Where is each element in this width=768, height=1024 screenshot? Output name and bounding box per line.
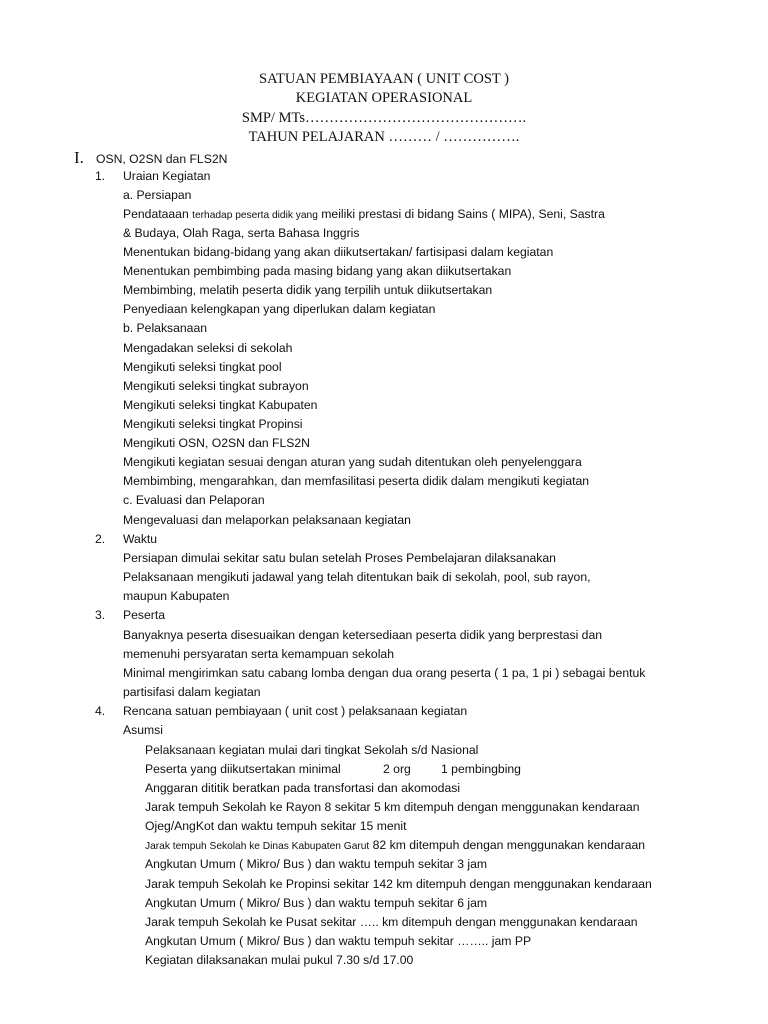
doc-title-line-2: KEGIATAN OPERASIONAL — [295, 90, 473, 106]
text-line: 1 pembingbing — [441, 762, 521, 776]
text-line: memenuhi persyaratan serta kemampuan sekolah — [123, 647, 394, 661]
text-line: Mengikuti OSN, O2SN dan FLS2N — [123, 436, 310, 450]
text-segment-small: Jarak tempuh Sekolah ke Dinas Kabupaten Garut — [145, 841, 370, 852]
text-line: Membimbing, melatih peserta didik yang terpilih untuk diikutsertakan — [123, 283, 493, 297]
text-line — [123, 206, 605, 224]
text-line: Pelaksanaan mengikuti jadawal yang telah ditentukan baik di sekolah, pool, sub rayon, — [123, 570, 591, 584]
text-line: Angkutan Umum ( Mikro/ Bus ) dan waktu tempuh sekitar …….. jam PP — [145, 934, 532, 948]
text-line: Mengikuti seleksi tingkat Kabupaten — [123, 398, 318, 412]
text-line: Angkutan Umum ( Mikro/ Bus ) dan waktu tempuh sekitar 3 jam — [145, 857, 488, 871]
doc-title-line-3: SMP/ MTs………………………………………. — [241, 110, 527, 126]
text-line: Membimbing, mengarahkan, dan memfasilitasi peserta didik dalam mengikuti kegiatan — [123, 474, 590, 488]
text-line — [145, 837, 645, 855]
text-line: Angkutan Umum ( Mikro/ Bus ) dan waktu tempuh sekitar 6 jam — [145, 896, 488, 910]
text-line: Pelaksanaan kegiatan mulai dari tingkat Sekolah s/d Nasional — [145, 743, 479, 757]
section-numeral: I. — [74, 148, 84, 167]
item-heading-peserta: Peserta — [123, 608, 166, 622]
text-line: Minimal mengirimkan satu cabang lomba dengan dua orang peserta ( 1 pa, 1 pi ) sebagai bentuk — [123, 666, 646, 680]
subheading-persiapan: a. Persiapan — [123, 188, 192, 202]
text-line: Mengadakan seleksi di sekolah — [123, 341, 293, 355]
item-number-4: 4. — [95, 704, 106, 718]
text-line: Mengevaluasi dan melaporkan pelaksanaan kegiatan — [123, 513, 411, 527]
text-line: Jarak tempuh Sekolah ke Propinsi sekitar 142 km ditempuh dengan menggunakan kendaraan — [145, 877, 652, 891]
text-segment: meiliki prestasi di bidang Sains ( MIPA), Seni, Sastra — [317, 207, 605, 221]
text-line: Mengikuti kegiatan sesuai dengan aturan yang sudah ditentukan oleh penyelenggara — [123, 455, 582, 469]
text-segment: Pendataaan — [123, 207, 193, 221]
item-heading-waktu: Waktu — [123, 532, 158, 546]
text-line: Kegiatan dilaksanakan mulai pukul 7.30 s/d 17.00 — [145, 953, 414, 967]
text-line: Ojeg/AngKot dan waktu tempuh sekitar 15 menit — [145, 819, 407, 833]
subheading-evaluasi: c. Evaluasi dan Pelaporan — [123, 493, 265, 507]
text-line: Menentukan bidang-bidang yang akan diikutsertakan/ fartisipasi dalam kegiatan — [123, 245, 554, 259]
text-line: & Budaya, Olah Raga, serta Bahasa Inggris — [123, 226, 360, 240]
item-number-2: 2. — [95, 532, 106, 546]
text-line: Peserta yang diikutsertakan minimal — [145, 762, 341, 776]
text-line: Menentukan pembimbing pada masing bidang yang akan diikutsertakan — [123, 264, 512, 278]
section-title: OSN, O2SN dan FLS2N — [96, 152, 228, 166]
subheading-asumsi: Asumsi — [123, 723, 163, 737]
text-line: Jarak tempuh Sekolah ke Pusat sekitar ….. km ditempuh dengan menggunakan kendaraan — [145, 915, 638, 929]
text-line: Jarak tempuh Sekolah ke Rayon 8 sekitar 5 km ditempuh dengan menggunakan kendaraan — [145, 800, 640, 814]
text-line: maupun Kabupaten — [123, 589, 230, 603]
item-number-1: 1. — [95, 169, 106, 183]
text-segment: 82 km ditempuh dengan menggunakan kendaraan — [369, 838, 646, 852]
text-segment-small: terhadap peserta didik yang — [192, 210, 318, 221]
text-line: Mengikuti seleksi tingkat Propinsi — [123, 417, 303, 431]
text-line: Penyediaan kelengkapan yang diperlukan dalam kegiatan — [123, 302, 436, 316]
text-line: Persiapan dimulai sekitar satu bulan setelah Proses Pembelajaran dilaksanakan — [123, 551, 556, 565]
text-line: Anggaran dititik beratkan pada transfortasi dan akomodasi — [145, 781, 461, 795]
text-line: partisifasi dalam kegiatan — [123, 685, 261, 699]
text-line: Banyaknya peserta disesuaikan dengan ketersediaan peserta didik yang berprestasi dan — [123, 628, 603, 642]
subheading-pelaksanaan: b. Pelaksanaan — [123, 321, 208, 335]
item-heading-rencana: Rencana satuan pembiayaan ( unit cost ) pelaksanaan kegiatan — [123, 704, 468, 718]
item-heading-uraian: Uraian Kegiatan — [123, 169, 211, 183]
doc-title-line-1: SATUAN PEMBIAYAAN ( UNIT COST ) — [259, 71, 509, 87]
text-line: 2 org — [383, 762, 411, 776]
item-number-3: 3. — [95, 608, 106, 622]
doc-title-line-4: TAHUN PELAJARAN ……… / ……………. — [248, 129, 520, 145]
text-line: Mengikuti seleksi tingkat subrayon — [123, 379, 309, 393]
text-line: Mengikuti seleksi tingkat pool — [123, 360, 282, 374]
